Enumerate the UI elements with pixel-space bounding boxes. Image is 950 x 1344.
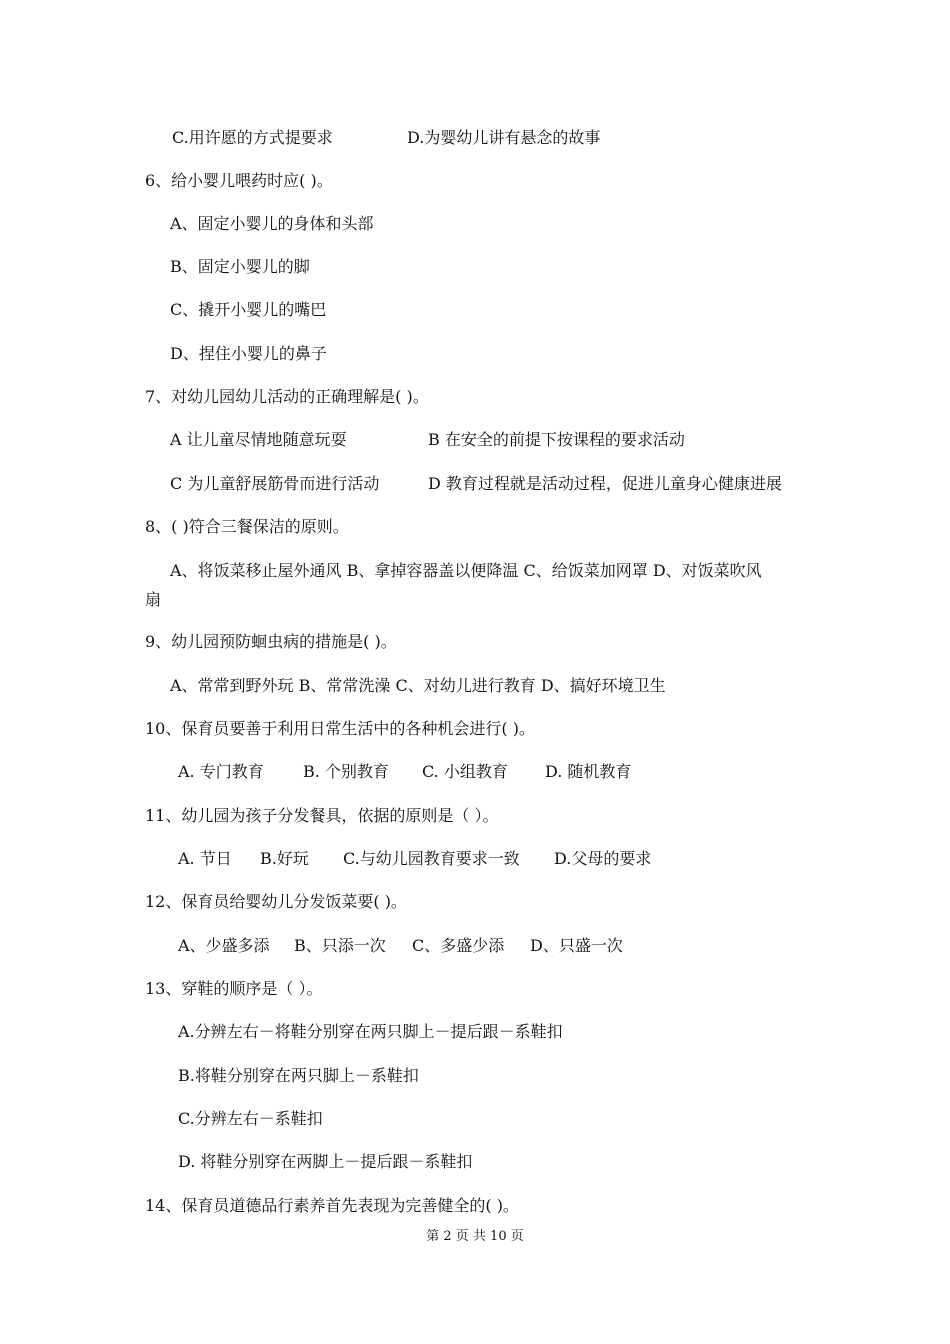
q13-option-d: D. 将鞋分别穿在两脚上－提后跟－系鞋扣 (178, 1152, 473, 1171)
q10-option-a: A. 专门教育 (178, 762, 264, 781)
q5-option-c: C.用许愿的方式提要求 (172, 128, 333, 147)
q10-option-d: D. 随机教育 (545, 762, 632, 781)
q12-option-b: B、只添一次 (294, 936, 386, 955)
q7-option-d: D 教育过程就是活动过程，促进儿童身心健康进展 (428, 474, 782, 493)
q8-options-line: A、将饭菜移止屋外通风 B、拿掉容器盖以便降温 C、给饭菜加网罩 D、对饭菜吹风 (170, 561, 762, 580)
q5-option-d: D.为婴幼儿讲有悬念的故事 (407, 128, 601, 147)
q6-option-a: A、固定小婴儿的身体和头部 (170, 214, 374, 233)
q10-option-c: C. 小组教育 (422, 762, 508, 781)
q6-option-d: D、捏住小婴儿的鼻子 (170, 344, 327, 363)
q11-option-c: C.与幼儿园教育要求一致 (343, 849, 520, 868)
q13-stem: 13、穿鞋的顺序是（ ）。 (145, 979, 323, 998)
q11-option-b: B.好玩 (260, 849, 309, 868)
q8-options-wrap: 扇 (145, 590, 162, 609)
q9-stem: 9、幼儿园预防蛔虫病的措施是( )。 (145, 632, 397, 651)
q11-stem: 11、幼儿园为孩子分发餐具，依据的原则是（ ）。 (145, 806, 499, 825)
q12-stem: 12、保育员给婴幼儿分发饭菜要( )。 (145, 892, 407, 911)
q6-option-c: C、撬开小婴儿的嘴巴 (170, 300, 327, 319)
q7-option-a: A 让儿童尽情地随意玩耍 (170, 430, 347, 449)
q11-option-d: D.父母的要求 (554, 849, 652, 868)
q9-options-line: A、常常到野外玩 B、常常洗澡 C、对幼儿进行教育 D、搞好环境卫生 (170, 676, 666, 695)
q12-option-c: C、多盛少添 (412, 936, 505, 955)
q12-option-d: D、只盛一次 (530, 936, 623, 955)
q12-option-a: A、少盛多添 (178, 936, 270, 955)
q10-stem: 10、保育员要善于利用日常生活中的各种机会进行( )。 (145, 719, 535, 738)
q13-option-c: C.分辨左右－系鞋扣 (178, 1109, 323, 1128)
q10-option-b: B. 个别教育 (303, 762, 389, 781)
q7-option-b: B 在安全的前提下按课程的要求活动 (428, 430, 685, 449)
q7-option-c: C 为儿童舒展筋骨而进行活动 (170, 474, 380, 493)
q13-option-b: B.将鞋分别穿在两只脚上－系鞋扣 (178, 1066, 419, 1085)
page-footer: 第 2 页 共 10 页 (426, 1229, 524, 1244)
q11-option-a: A. 节日 (178, 849, 232, 868)
q7-stem: 7、对幼儿园幼儿活动的正确理解是( )。 (145, 387, 429, 406)
q6-stem: 6、给小婴儿喂药时应( )。 (145, 171, 333, 190)
q13-option-a: A.分辨左右－将鞋分别穿在两只脚上－提后跟－系鞋扣 (178, 1022, 563, 1041)
q14-stem: 14、保育员道德品行素养首先表现为完善健全的( )。 (145, 1196, 519, 1215)
q6-option-b: B、固定小婴儿的脚 (170, 257, 310, 276)
q8-stem: 8、( )符合三餐保洁的原则。 (145, 517, 349, 536)
